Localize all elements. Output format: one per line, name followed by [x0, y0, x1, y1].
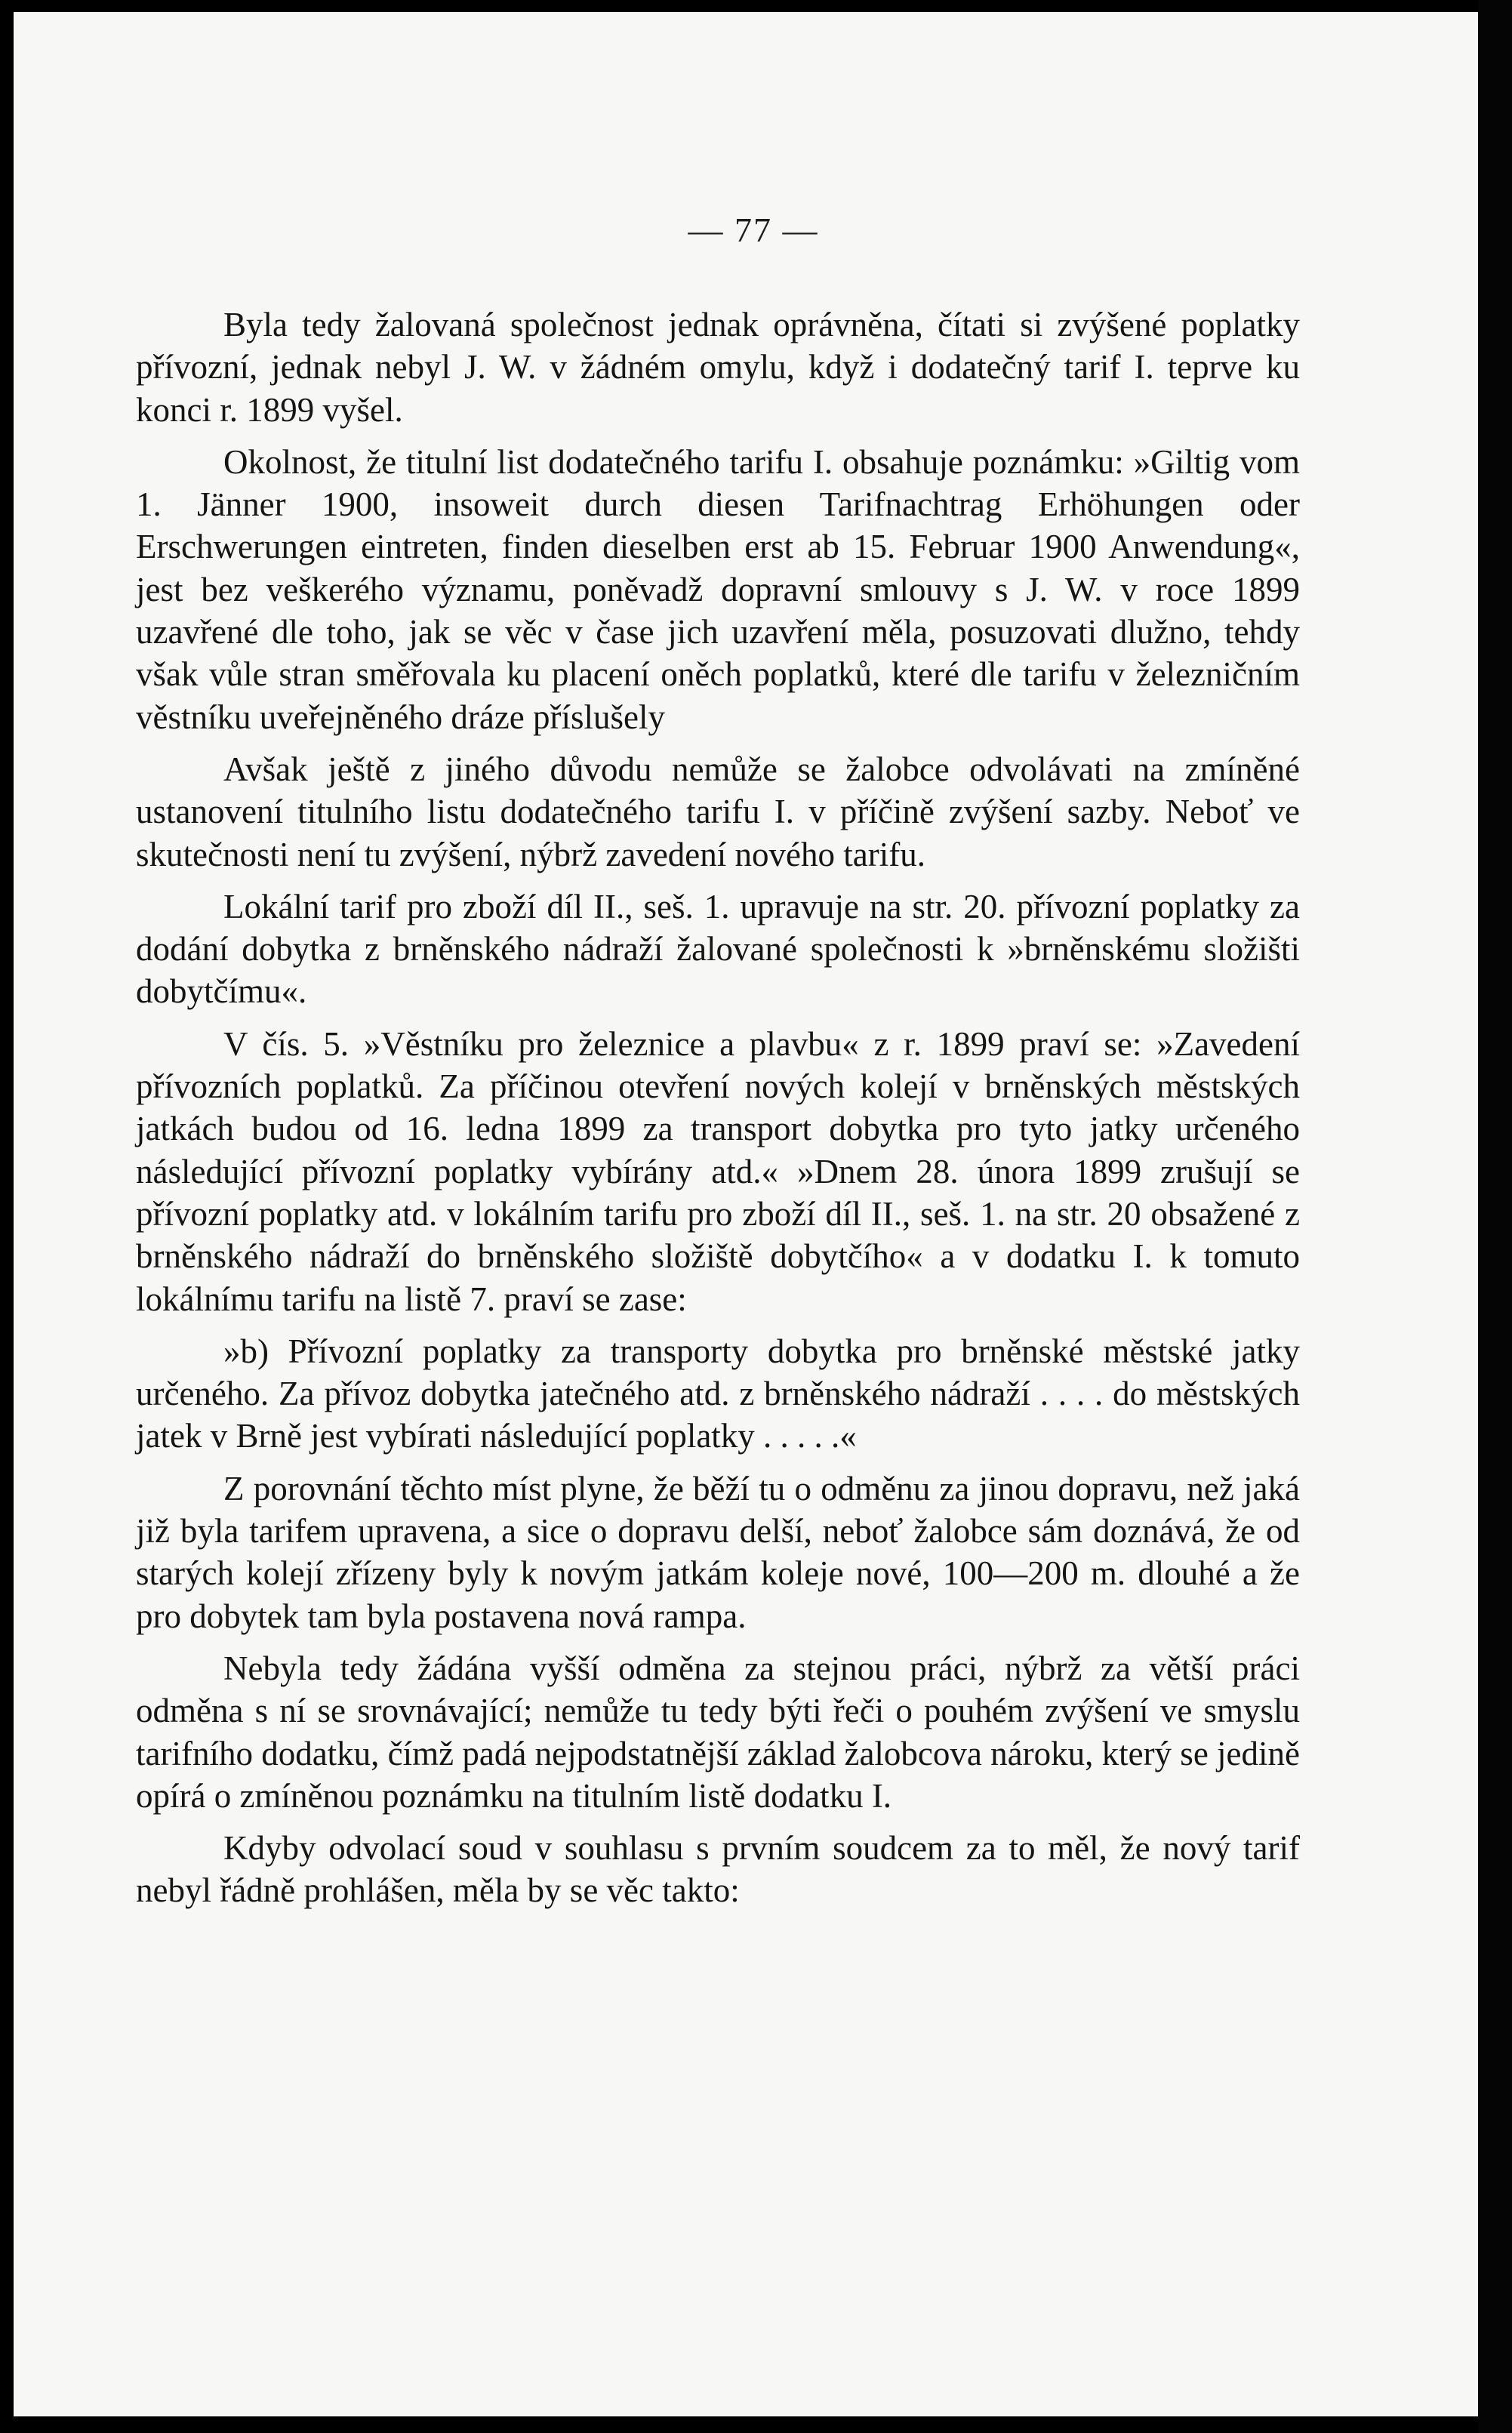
paragraph-4: Lokální tarif pro zboží díl II., seš. 1. upravuje na str. 20. přívozní poplatky za dodání dobytka z brněnského nádraží žalované společnosti k »brněnskému složišti dobytčímu«. [136, 887, 1300, 1011]
body-text [136, 303, 1300, 1922]
paragraph-6: »b) Přívozní poplatky za transporty dobytka pro brněnské městské jatky určeného. Za přívoz dobytka jatečného atd. z brněnského nádraží . . . . do městských jatek v Brně jest vybírati následující poplatky . . . . .« [136, 1332, 1300, 1455]
scan-border [1478, 0, 1512, 2433]
page-number: — 77 — [688, 211, 819, 249]
paragraph-9: Kdyby odvolací soud v souhlasu s prvním soudcem za to měl, že nový tarif nebyl řádně prohlášen, měla by se věc takto: [136, 1829, 1300, 1910]
paragraph-1: Byla tedy žalovaná společnost jednak oprávněna, čítati si zvýšené poplatky přívozní, jednak nebyl J. W. v žádném omylu, když i dodatečný tarif I. teprve ku konci r. 1899 vyšel. [136, 306, 1300, 429]
paragraph-5: V čís. 5. »Věstníku pro železnice a plavbu« z r. 1899 praví se: »Zavedení přívozních poplatků. Za příčinou otevření nových kolejí v brněnských městských jatkách budou od 16. ledna 1899 za transport dobytka pro tyto jatky určeného následující přívozní poplatky vybírány atd.« »Dnem 28. února 1899 zrušují se přívozní poplatky atd. v lokálním tarifu pro zboží díl II., seš. 1. na str. 20 obsažené z brněnského nádraží do brněnského složiště dobytčího« a v dodatku I. k tomuto lokálnímu tarifu na listě 7. praví se zase: [136, 1024, 1300, 1318]
paragraph-2: Okolnost, že titulní list dodatečného tarifu I. obsahuje poznámku: »Giltig vom 1. Jänner 1900, insoweit durch diesen Tarifnachtrag Erhöhungen oder Erschwerungen eintreten, finden dieselben erst ab 15. Februar 1900 Anwendung«, jest bez veškerého významu, poněvadž dopravní smlouvy s J. W. v roce 1899 uzavřené dle toho, jak se věc v čase jich uzavření měla, posuzovati dlužno, tehdy však vůle stran směřovala ku placení oněch poplatků, které dle tarifu v železničním věstníku uveřejněného dráze příslušely [136, 442, 1300, 736]
paragraph-7: Z porovnání těchto míst plyne, že běží tu o odměnu za jinou dopravu, než jaká již byla tarifem upravena, a sice o dopravu delší, neboť žalobce sám doznává, že od starých kolejí zřízeny byly k novým jatkám koleje nové, 100—200 m. dlouhé a že pro dobytek tam byla postavena nová rampa. [136, 1469, 1300, 1635]
scanned-page [14, 12, 1493, 2416]
paragraph-8: Nebyla tedy žádána vyšší odměna za stejnou práci, nýbrž za větší práci odměna s ní se srovnávající; nemůže tu tedy býti řeči o pouhém zvýšení ve smyslu tarifního dodatku, čímž padá nejpodstatnější základ žalobcova nároku, který se jedině opírá o zmíněnou poznámku na titulním listě dodatku I. [136, 1649, 1300, 1815]
paragraph-3: Avšak ještě z jiného důvodu nemůže se žalobce odvolávati na zmíněné ustanovení titulního listu dodatečného tarifu I. v příčině zvýšení sazby. Neboť ve skutečnosti není tu zvýšení, nýbrž zavedení nového tarifu. [136, 750, 1300, 873]
